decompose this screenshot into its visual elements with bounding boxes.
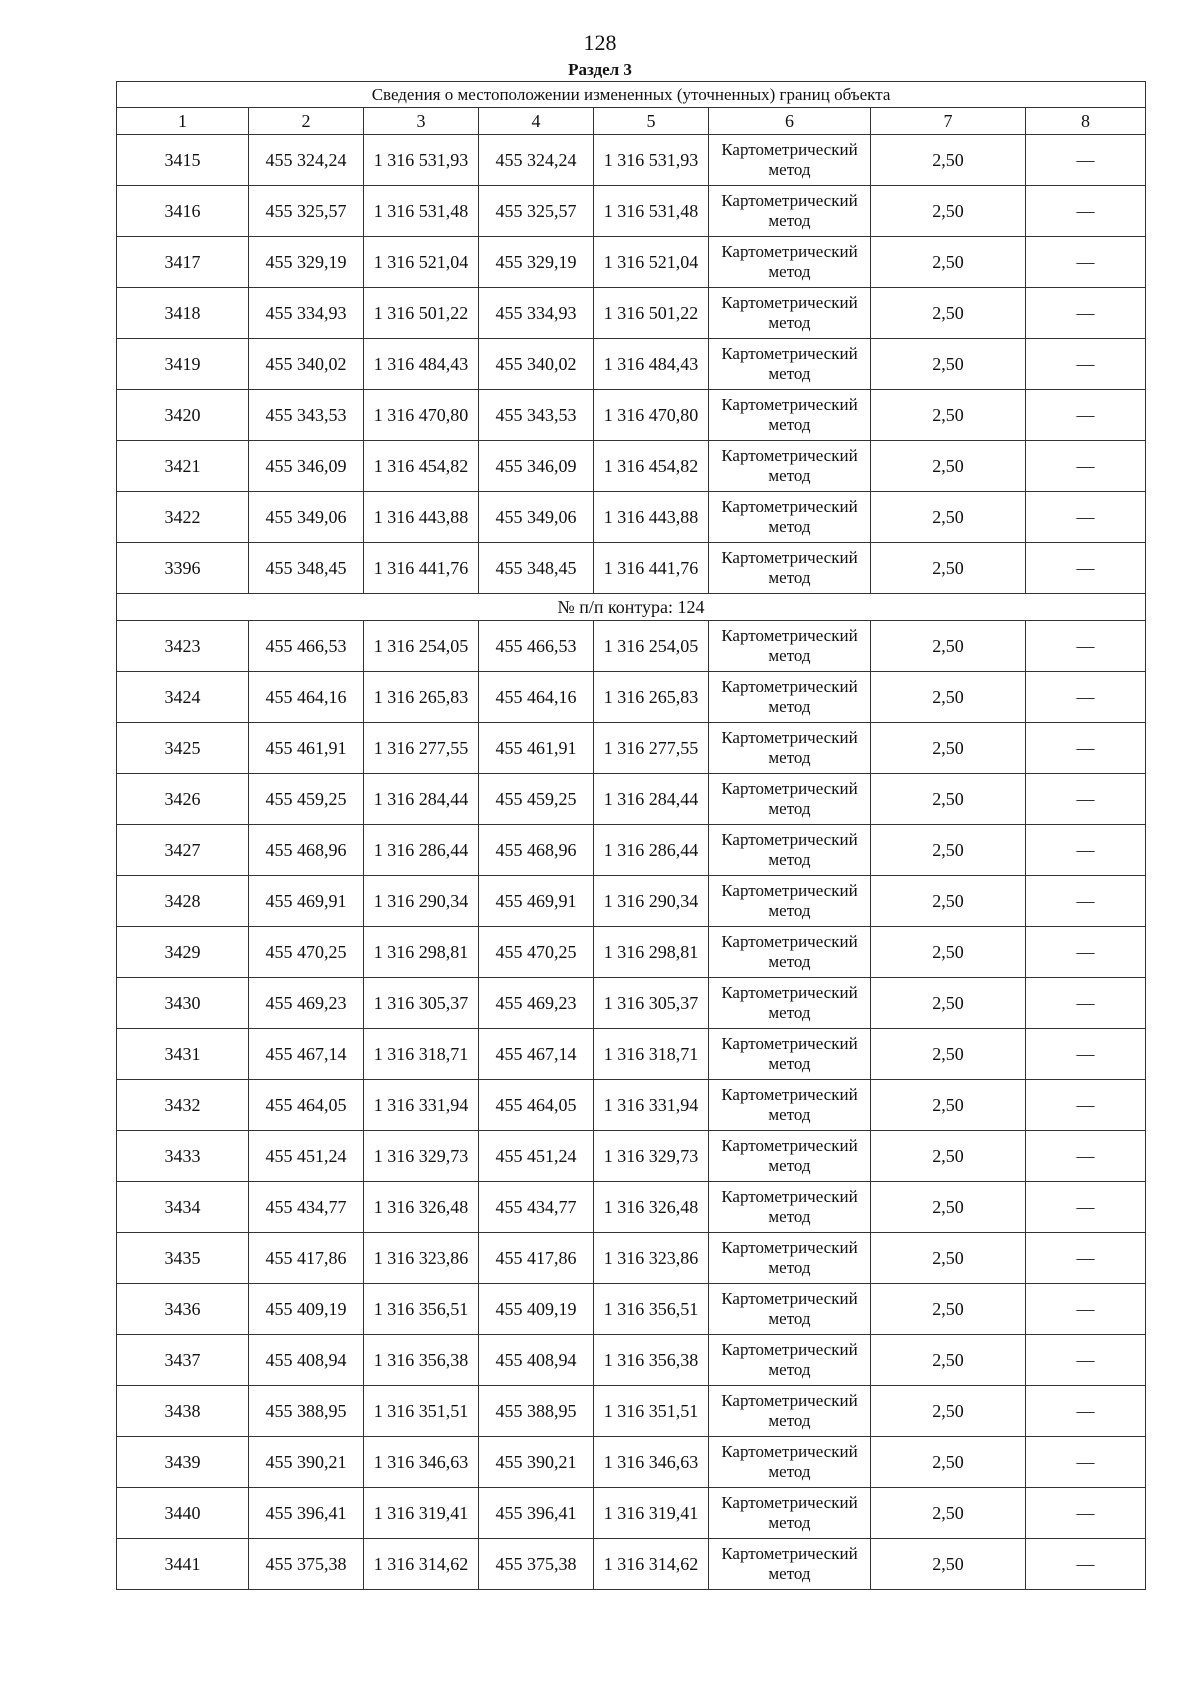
y-existing-cell: 1 316 331,94	[364, 1080, 479, 1131]
y-new-cell: 1 316 314,62	[594, 1539, 709, 1590]
x-new-cell: 455 324,24	[479, 135, 594, 186]
y-new-cell: 1 316 326,48	[594, 1182, 709, 1233]
y-new-cell: 1 316 318,71	[594, 1029, 709, 1080]
precision-cell: 2,50	[871, 492, 1026, 543]
y-new-cell: 1 316 351,51	[594, 1386, 709, 1437]
y-new-cell: 1 316 290,34	[594, 876, 709, 927]
y-new-cell: 1 316 265,83	[594, 672, 709, 723]
x-existing-cell: 455 469,91	[249, 876, 364, 927]
x-new-cell: 455 417,86	[479, 1233, 594, 1284]
method-cell: Картометрический метод	[709, 1029, 871, 1080]
point-number-cell: 3419	[117, 339, 249, 390]
y-existing-cell: 1 316 284,44	[364, 774, 479, 825]
description-cell: —	[1026, 1386, 1146, 1437]
precision-cell: 2,50	[871, 288, 1026, 339]
point-number-cell: 3436	[117, 1284, 249, 1335]
x-new-cell: 455 469,23	[479, 978, 594, 1029]
method-cell: Картометрический метод	[709, 441, 871, 492]
table-row	[117, 1029, 1146, 1080]
precision-cell: 2,50	[871, 927, 1026, 978]
precision-cell: 2,50	[871, 672, 1026, 723]
y-existing-cell: 1 316 484,43	[364, 339, 479, 390]
description-cell: —	[1026, 1539, 1146, 1590]
y-existing-cell: 1 316 290,34	[364, 876, 479, 927]
precision-cell: 2,50	[871, 723, 1026, 774]
x-new-cell: 455 408,94	[479, 1335, 594, 1386]
y-existing-cell: 1 316 319,41	[364, 1488, 479, 1539]
method-cell: Картометрический метод	[709, 339, 871, 390]
precision-cell: 2,50	[871, 390, 1026, 441]
description-cell: —	[1026, 339, 1146, 390]
table-row	[117, 1335, 1146, 1386]
description-cell: —	[1026, 876, 1146, 927]
x-existing-cell: 455 334,93	[249, 288, 364, 339]
method-cell: Картометрический метод	[709, 1437, 871, 1488]
description-cell: —	[1026, 927, 1146, 978]
description-cell: —	[1026, 1029, 1146, 1080]
y-new-cell: 1 316 319,41	[594, 1488, 709, 1539]
description-cell: —	[1026, 978, 1146, 1029]
method-cell: Картометрический метод	[709, 1080, 871, 1131]
y-new-cell: 1 316 531,93	[594, 135, 709, 186]
y-existing-cell: 1 316 305,37	[364, 978, 479, 1029]
method-cell: Картометрический метод	[709, 1182, 871, 1233]
table-row	[117, 825, 1146, 876]
precision-cell: 2,50	[871, 1488, 1026, 1539]
coordinates-table	[116, 81, 1146, 1590]
method-cell: Картометрический метод	[709, 621, 871, 672]
table-caption-row	[117, 82, 1146, 108]
description-cell: —	[1026, 1233, 1146, 1284]
x-existing-cell: 455 388,95	[249, 1386, 364, 1437]
method-cell: Картометрический метод	[709, 927, 871, 978]
y-existing-cell: 1 316 443,88	[364, 492, 479, 543]
x-new-cell: 455 470,25	[479, 927, 594, 978]
column-header: 7	[871, 108, 1026, 135]
y-new-cell: 1 316 531,48	[594, 186, 709, 237]
column-header: 2	[249, 108, 364, 135]
x-existing-cell: 455 451,24	[249, 1131, 364, 1182]
method-cell: Картометрический метод	[709, 237, 871, 288]
table-row	[117, 978, 1146, 1029]
x-existing-cell: 455 464,05	[249, 1080, 364, 1131]
precision-cell: 2,50	[871, 1182, 1026, 1233]
x-existing-cell: 455 329,19	[249, 237, 364, 288]
point-number-cell: 3440	[117, 1488, 249, 1539]
point-number-cell: 3422	[117, 492, 249, 543]
x-existing-cell: 455 408,94	[249, 1335, 364, 1386]
point-number-cell: 3421	[117, 441, 249, 492]
precision-cell: 2,50	[871, 1233, 1026, 1284]
y-existing-cell: 1 316 356,38	[364, 1335, 479, 1386]
precision-cell: 2,50	[871, 543, 1026, 594]
precision-cell: 2,50	[871, 1029, 1026, 1080]
column-header: 4	[479, 108, 594, 135]
description-cell: —	[1026, 492, 1146, 543]
y-new-cell: 1 316 356,38	[594, 1335, 709, 1386]
point-number-cell: 3439	[117, 1437, 249, 1488]
method-cell: Картометрический метод	[709, 825, 871, 876]
precision-cell: 2,50	[871, 1539, 1026, 1590]
x-existing-cell: 455 409,19	[249, 1284, 364, 1335]
y-new-cell: 1 316 443,88	[594, 492, 709, 543]
table-row	[117, 1488, 1146, 1539]
table-row	[117, 135, 1146, 186]
x-existing-cell: 455 461,91	[249, 723, 364, 774]
table-row	[117, 390, 1146, 441]
x-existing-cell: 455 375,38	[249, 1539, 364, 1590]
description-cell: —	[1026, 1080, 1146, 1131]
method-cell: Картометрический метод	[709, 1488, 871, 1539]
description-cell: —	[1026, 621, 1146, 672]
x-existing-cell: 455 464,16	[249, 672, 364, 723]
precision-cell: 2,50	[871, 237, 1026, 288]
point-number-cell: 3435	[117, 1233, 249, 1284]
x-existing-cell: 455 434,77	[249, 1182, 364, 1233]
x-existing-cell: 455 343,53	[249, 390, 364, 441]
precision-cell: 2,50	[871, 186, 1026, 237]
table-row	[117, 543, 1146, 594]
x-existing-cell: 455 466,53	[249, 621, 364, 672]
column-header: 3	[364, 108, 479, 135]
description-cell: —	[1026, 1437, 1146, 1488]
y-existing-cell: 1 316 501,22	[364, 288, 479, 339]
point-number-cell: 3437	[117, 1335, 249, 1386]
y-new-cell: 1 316 346,63	[594, 1437, 709, 1488]
x-new-cell: 455 334,93	[479, 288, 594, 339]
y-existing-cell: 1 316 254,05	[364, 621, 479, 672]
method-cell: Картометрический метод	[709, 390, 871, 441]
point-number-cell: 3438	[117, 1386, 249, 1437]
y-existing-cell: 1 316 329,73	[364, 1131, 479, 1182]
y-existing-cell: 1 316 277,55	[364, 723, 479, 774]
description-cell: —	[1026, 543, 1146, 594]
x-new-cell: 455 461,91	[479, 723, 594, 774]
precision-cell: 2,50	[871, 441, 1026, 492]
y-new-cell: 1 316 521,04	[594, 237, 709, 288]
table-row	[117, 339, 1146, 390]
precision-cell: 2,50	[871, 1437, 1026, 1488]
precision-cell: 2,50	[871, 1335, 1026, 1386]
table-body	[117, 135, 1146, 1590]
y-new-cell: 1 316 501,22	[594, 288, 709, 339]
precision-cell: 2,50	[871, 135, 1026, 186]
method-cell: Картометрический метод	[709, 135, 871, 186]
y-existing-cell: 1 316 286,44	[364, 825, 479, 876]
contour-label: № п/п контура: 124	[117, 594, 1146, 621]
x-new-cell: 455 469,91	[479, 876, 594, 927]
description-cell: —	[1026, 288, 1146, 339]
y-new-cell: 1 316 277,55	[594, 723, 709, 774]
table-row	[117, 774, 1146, 825]
method-cell: Картометрический метод	[709, 876, 871, 927]
description-cell: —	[1026, 1182, 1146, 1233]
y-existing-cell: 1 316 531,93	[364, 135, 479, 186]
description-cell: —	[1026, 1335, 1146, 1386]
point-number-cell: 3418	[117, 288, 249, 339]
x-new-cell: 455 434,77	[479, 1182, 594, 1233]
description-cell: —	[1026, 135, 1146, 186]
method-cell: Картометрический метод	[709, 1335, 871, 1386]
x-existing-cell: 455 349,06	[249, 492, 364, 543]
table-row	[117, 1284, 1146, 1335]
y-existing-cell: 1 316 441,76	[364, 543, 479, 594]
table-row	[117, 1539, 1146, 1590]
point-number-cell: 3428	[117, 876, 249, 927]
description-cell: —	[1026, 1131, 1146, 1182]
y-new-cell: 1 316 323,86	[594, 1233, 709, 1284]
y-new-cell: 1 316 470,80	[594, 390, 709, 441]
x-new-cell: 455 396,41	[479, 1488, 594, 1539]
x-existing-cell: 455 348,45	[249, 543, 364, 594]
table-row	[117, 1182, 1146, 1233]
table-row	[117, 1233, 1146, 1284]
x-new-cell: 455 464,05	[479, 1080, 594, 1131]
column-header: 8	[1026, 108, 1146, 135]
method-cell: Картометрический метод	[709, 186, 871, 237]
precision-cell: 2,50	[871, 1284, 1026, 1335]
precision-cell: 2,50	[871, 978, 1026, 1029]
table-caption: Сведения о местоположении измененных (уточненных) границ объекта	[117, 82, 1146, 108]
y-new-cell: 1 316 441,76	[594, 543, 709, 594]
y-existing-cell: 1 316 356,51	[364, 1284, 479, 1335]
y-existing-cell: 1 316 318,71	[364, 1029, 479, 1080]
y-existing-cell: 1 316 265,83	[364, 672, 479, 723]
table-row	[117, 441, 1146, 492]
table-row	[117, 1131, 1146, 1182]
table-row	[117, 492, 1146, 543]
y-new-cell: 1 316 254,05	[594, 621, 709, 672]
point-number-cell: 3429	[117, 927, 249, 978]
y-new-cell: 1 316 331,94	[594, 1080, 709, 1131]
y-existing-cell: 1 316 351,51	[364, 1386, 479, 1437]
method-cell: Картометрический метод	[709, 672, 871, 723]
x-existing-cell: 455 340,02	[249, 339, 364, 390]
point-number-cell: 3424	[117, 672, 249, 723]
x-new-cell: 455 388,95	[479, 1386, 594, 1437]
page-number: 128	[583, 30, 617, 55]
x-new-cell: 455 349,06	[479, 492, 594, 543]
table-row	[117, 186, 1146, 237]
description-cell: —	[1026, 390, 1146, 441]
section-title: Раздел 3	[568, 60, 632, 79]
precision-cell: 2,50	[871, 825, 1026, 876]
description-cell: —	[1026, 1488, 1146, 1539]
y-existing-cell: 1 316 314,62	[364, 1539, 479, 1590]
x-new-cell: 455 451,24	[479, 1131, 594, 1182]
y-new-cell: 1 316 286,44	[594, 825, 709, 876]
method-cell: Картометрический метод	[709, 723, 871, 774]
column-header: 1	[117, 108, 249, 135]
description-cell: —	[1026, 186, 1146, 237]
x-new-cell: 455 348,45	[479, 543, 594, 594]
y-existing-cell: 1 316 470,80	[364, 390, 479, 441]
point-number-cell: 3415	[117, 135, 249, 186]
method-cell: Картометрический метод	[709, 492, 871, 543]
point-number-cell: 3396	[117, 543, 249, 594]
table-row	[117, 237, 1146, 288]
x-existing-cell: 455 417,86	[249, 1233, 364, 1284]
precision-cell: 2,50	[871, 774, 1026, 825]
y-new-cell: 1 316 454,82	[594, 441, 709, 492]
y-new-cell: 1 316 305,37	[594, 978, 709, 1029]
description-cell: —	[1026, 825, 1146, 876]
x-existing-cell: 455 468,96	[249, 825, 364, 876]
x-new-cell: 455 343,53	[479, 390, 594, 441]
description-cell: —	[1026, 723, 1146, 774]
method-cell: Картометрический метод	[709, 1233, 871, 1284]
precision-cell: 2,50	[871, 621, 1026, 672]
x-new-cell: 455 375,38	[479, 1539, 594, 1590]
x-new-cell: 455 325,57	[479, 186, 594, 237]
point-number-cell: 3423	[117, 621, 249, 672]
x-new-cell: 455 329,19	[479, 237, 594, 288]
y-new-cell: 1 316 484,43	[594, 339, 709, 390]
description-cell: —	[1026, 672, 1146, 723]
column-header: 6	[709, 108, 871, 135]
x-new-cell: 455 464,16	[479, 672, 594, 723]
point-number-cell: 3434	[117, 1182, 249, 1233]
point-number-cell: 3427	[117, 825, 249, 876]
point-number-cell: 3416	[117, 186, 249, 237]
method-cell: Картометрический метод	[709, 1284, 871, 1335]
description-cell: —	[1026, 774, 1146, 825]
column-header: 5	[594, 108, 709, 135]
table-row	[117, 621, 1146, 672]
y-existing-cell: 1 316 346,63	[364, 1437, 479, 1488]
description-cell: —	[1026, 1284, 1146, 1335]
y-existing-cell: 1 316 298,81	[364, 927, 479, 978]
description-cell: —	[1026, 237, 1146, 288]
precision-cell: 2,50	[871, 876, 1026, 927]
y-existing-cell: 1 316 531,48	[364, 186, 479, 237]
point-number-cell: 3426	[117, 774, 249, 825]
x-existing-cell: 455 459,25	[249, 774, 364, 825]
x-existing-cell: 455 469,23	[249, 978, 364, 1029]
x-existing-cell: 455 396,41	[249, 1488, 364, 1539]
x-existing-cell: 455 467,14	[249, 1029, 364, 1080]
precision-cell: 2,50	[871, 1131, 1026, 1182]
point-number-cell: 3433	[117, 1131, 249, 1182]
x-existing-cell: 455 390,21	[249, 1437, 364, 1488]
x-new-cell: 455 340,02	[479, 339, 594, 390]
table-row	[117, 876, 1146, 927]
x-new-cell: 455 390,21	[479, 1437, 594, 1488]
precision-cell: 2,50	[871, 339, 1026, 390]
x-new-cell: 455 467,14	[479, 1029, 594, 1080]
table-row	[117, 723, 1146, 774]
table-row	[117, 672, 1146, 723]
x-existing-cell: 455 470,25	[249, 927, 364, 978]
x-new-cell: 455 346,09	[479, 441, 594, 492]
y-new-cell: 1 316 298,81	[594, 927, 709, 978]
x-new-cell: 455 459,25	[479, 774, 594, 825]
point-number-cell: 3420	[117, 390, 249, 441]
point-number-cell: 3431	[117, 1029, 249, 1080]
y-new-cell: 1 316 356,51	[594, 1284, 709, 1335]
method-cell: Картометрический метод	[709, 1539, 871, 1590]
table-row	[117, 288, 1146, 339]
precision-cell: 2,50	[871, 1080, 1026, 1131]
method-cell: Картометрический метод	[709, 774, 871, 825]
column-number-row	[117, 108, 1146, 135]
x-new-cell: 455 468,96	[479, 825, 594, 876]
table-row	[117, 1437, 1146, 1488]
x-existing-cell: 455 324,24	[249, 135, 364, 186]
point-number-cell: 3417	[117, 237, 249, 288]
table-row	[117, 1386, 1146, 1437]
x-new-cell: 455 466,53	[479, 621, 594, 672]
y-new-cell: 1 316 329,73	[594, 1131, 709, 1182]
x-existing-cell: 455 346,09	[249, 441, 364, 492]
point-number-cell: 3432	[117, 1080, 249, 1131]
x-existing-cell: 455 325,57	[249, 186, 364, 237]
y-new-cell: 1 316 284,44	[594, 774, 709, 825]
point-number-cell: 3441	[117, 1539, 249, 1590]
y-existing-cell: 1 316 323,86	[364, 1233, 479, 1284]
method-cell: Картометрический метод	[709, 543, 871, 594]
table-row	[117, 927, 1146, 978]
table-row	[117, 1080, 1146, 1131]
method-cell: Картометрический метод	[709, 1386, 871, 1437]
method-cell: Картометрический метод	[709, 1131, 871, 1182]
method-cell: Картометрический метод	[709, 288, 871, 339]
x-new-cell: 455 409,19	[479, 1284, 594, 1335]
point-number-cell: 3430	[117, 978, 249, 1029]
description-cell: —	[1026, 441, 1146, 492]
y-existing-cell: 1 316 521,04	[364, 237, 479, 288]
y-existing-cell: 1 316 326,48	[364, 1182, 479, 1233]
contour-row	[117, 594, 1146, 621]
method-cell: Картометрический метод	[709, 978, 871, 1029]
precision-cell: 2,50	[871, 1386, 1026, 1437]
y-existing-cell: 1 316 454,82	[364, 441, 479, 492]
point-number-cell: 3425	[117, 723, 249, 774]
